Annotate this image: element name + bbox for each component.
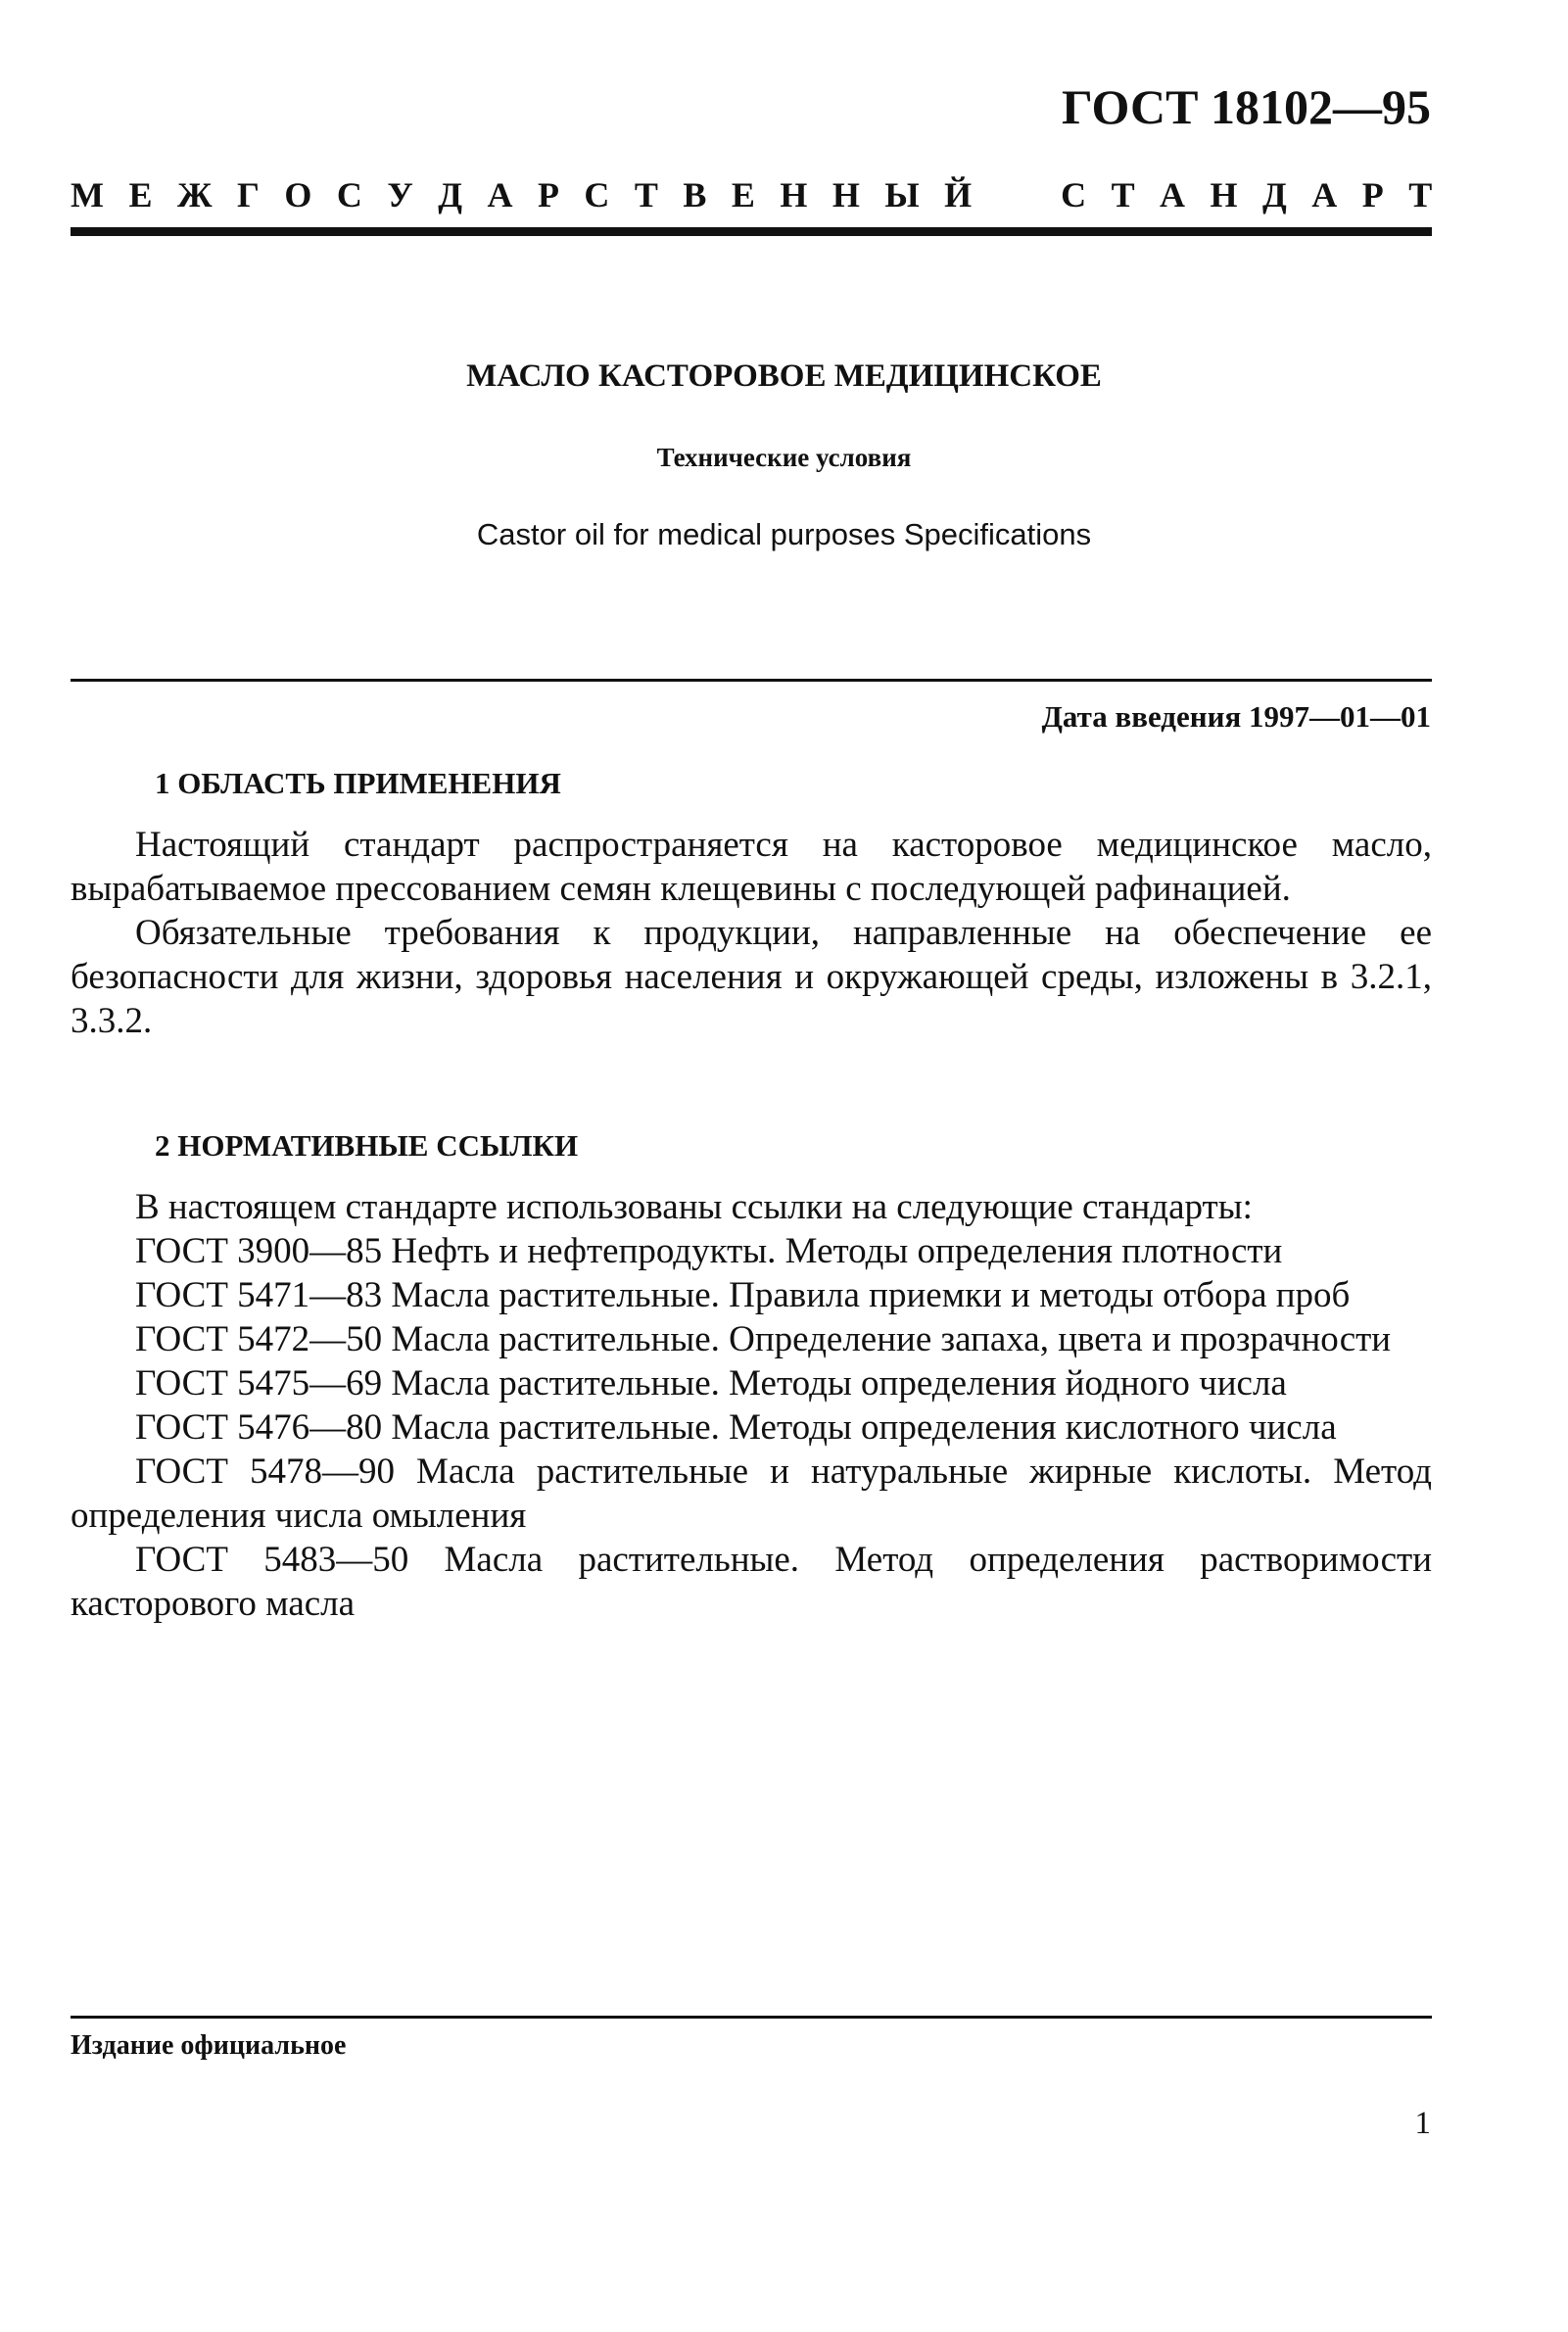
section-heading-normative-references: 2 НОРМАТИВНЫЕ ССЫЛКИ bbox=[155, 1128, 579, 1163]
interstate-letter: Т bbox=[1111, 175, 1135, 214]
interstate-letter: Т bbox=[634, 175, 658, 214]
paragraph: Обязательные требования к продукции, направленные на обеспечение ее безопасности для жизни, здоровья населения и окружающей среды, изложены в 3.2.1, 3.3.2. bbox=[71, 913, 1432, 1041]
interstate-letter: С bbox=[336, 175, 362, 214]
english-title: Castor oil for medical purposes Specifications bbox=[476, 517, 1092, 551]
interstate-letter: А bbox=[487, 175, 513, 214]
reference-item: ГОСТ 5471—83 Масла растительные. Правила приемки и методы отбора проб bbox=[135, 1275, 1351, 1315]
introduction-date: Дата введения 1997—01—01 bbox=[1041, 699, 1431, 734]
interstate-letter: Й bbox=[944, 175, 973, 214]
section-scope-body bbox=[71, 823, 1432, 1043]
interstate-letter: Е bbox=[731, 175, 755, 214]
official-edition-note: Издание официальное bbox=[71, 2030, 347, 2061]
paragraph: Настоящий стандарт распространяется на касторовое медицинское масло, вырабатываемое прессованием семян клещевины с последующей рафинацией. bbox=[71, 825, 1432, 909]
interstate-letter: С bbox=[584, 175, 610, 214]
gost-number: ГОСТ 18102—95 bbox=[1061, 79, 1431, 134]
interstate-letter: У bbox=[387, 175, 413, 214]
interstate-letter: М bbox=[71, 175, 104, 214]
interstate-standard-heading bbox=[71, 174, 1432, 215]
title-divider bbox=[71, 679, 1432, 682]
reference-item: ГОСТ 3900—85 Нефть и нефтепродукты. Методы определения плотности bbox=[135, 1231, 1283, 1271]
reference-item: ГОСТ 5478—90 Масла растительные и натуральные жирные кислоты. Метод определения числа омыления bbox=[71, 1452, 1432, 1536]
interstate-letter: Н bbox=[1210, 175, 1238, 214]
page-number: 1 bbox=[1414, 2106, 1431, 2141]
interstate-letter: Н bbox=[780, 175, 808, 214]
document-subtitle: Технические условия bbox=[656, 443, 912, 472]
interstate-letter: Ы bbox=[884, 175, 920, 214]
interstate-letter: Д bbox=[1262, 175, 1287, 214]
interstate-letter: Д bbox=[438, 175, 463, 214]
interstate-letter: Е bbox=[128, 175, 153, 214]
interstate-letter: Н bbox=[832, 175, 860, 214]
reference-item: ГОСТ 5475—69 Масла растительные. Методы определения йодного числа bbox=[135, 1363, 1287, 1404]
document-title: МАСЛО КАСТОРОВОЕ МЕДИЦИНСКОЕ bbox=[466, 358, 1102, 394]
section-heading-scope: 1 ОБЛАСТЬ ПРИМЕНЕНИЯ bbox=[155, 766, 561, 800]
header-divider bbox=[71, 227, 1432, 236]
section-references-body bbox=[71, 1185, 1432, 1626]
interstate-letter: В bbox=[683, 175, 707, 214]
interstate-letter: С bbox=[1061, 175, 1087, 214]
interstate-letter: О bbox=[284, 175, 312, 214]
reference-item: ГОСТ 5483—50 Масла растительные. Метод определения растворимости касторового масла bbox=[71, 1540, 1432, 1624]
interstate-letter: А bbox=[1311, 175, 1338, 214]
interstate-letter: Т bbox=[1408, 175, 1433, 214]
paragraph: В настоящем стандарте использованы ссылки на следующие стандарты: bbox=[135, 1187, 1253, 1227]
interstate-letter: Р bbox=[537, 175, 559, 214]
interstate-letter: Г bbox=[237, 175, 260, 214]
reference-item: ГОСТ 5476—80 Масла растительные. Методы определения кислотного числа bbox=[135, 1407, 1337, 1448]
footer-divider bbox=[71, 2016, 1432, 2019]
interstate-letter: А bbox=[1160, 175, 1186, 214]
reference-item: ГОСТ 5472—50 Масла растительные. Определение запаха, цвета и прозрачности bbox=[135, 1319, 1392, 1359]
interstate-letter: Ж bbox=[176, 175, 213, 214]
interstate-letter: Р bbox=[1361, 175, 1384, 214]
